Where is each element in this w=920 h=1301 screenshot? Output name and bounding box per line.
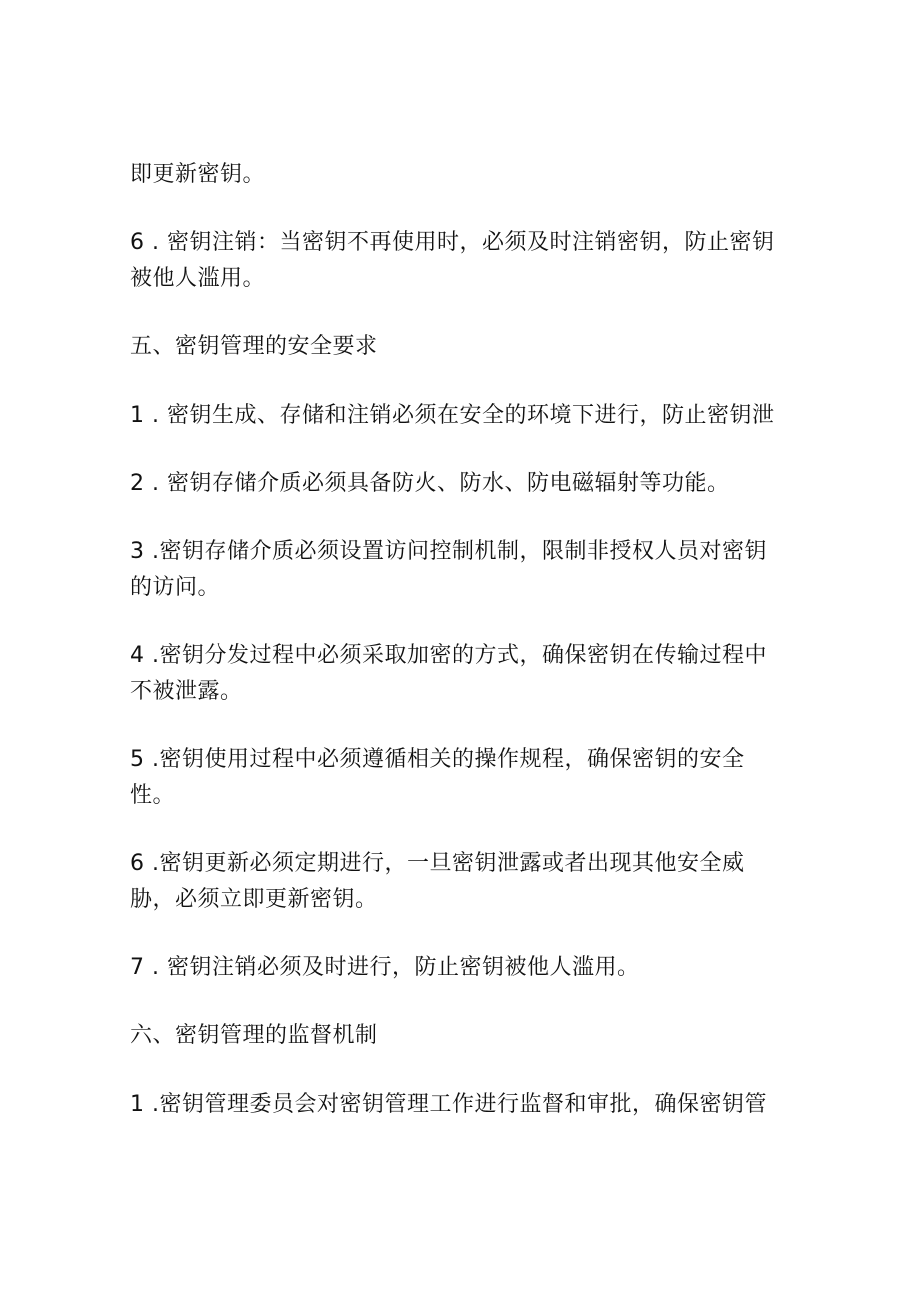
list-item-4-continuation: 不被泄露。 [130,679,243,704]
section-heading-supervision: 六、密钥管理的监督机制 [130,1023,378,1048]
text-line-continuation: 即更新密钥。 [130,162,266,187]
list-item-6: 6 .密钥更新必须定期进行，一旦密钥泄露或者出现其他安全威 [130,851,745,876]
list-item-3: 3 .密钥存储介质必须设置访问控制机制，限制非授权人员对密钥 [130,539,767,564]
list-item-2: 2 . 密钥存储介质必须具备防火、防水、防电磁辐射等功能。 [130,471,730,496]
list-item-4: 4 .密钥分发过程中必须采取加密的方式，确保密钥在传输过程中 [130,643,767,668]
list-item-6-continuation-2: 胁，必须立即更新密钥。 [130,887,378,912]
list-item-6-continuation: 被他人滥用。 [130,266,266,291]
list-item-1: 1 . 密钥生成、存储和注销必须在安全的环境下进行，防止密钥泄 [130,403,775,428]
list-item-1-supervision: 1 .密钥管理委员会对密钥管理工作进行监督和审批，确保密钥管 [130,1092,767,1117]
list-item-3-continuation: 的访问。 [130,575,221,600]
list-item-6-key-revocation: 6 . 密钥注销：当密钥不再使用时，必须及时注销密钥，防止密钥 [130,230,775,255]
section-heading-security-requirements: 五、密钥管理的安全要求 [130,334,378,359]
list-item-5-continuation: 性。 [130,783,176,808]
list-item-7: 7 . 密钥注销必须及时进行，防止密钥被他人滥用。 [130,955,640,980]
list-item-5: 5 .密钥使用过程中必须遵循相关的操作规程，确保密钥的安全 [130,747,745,772]
